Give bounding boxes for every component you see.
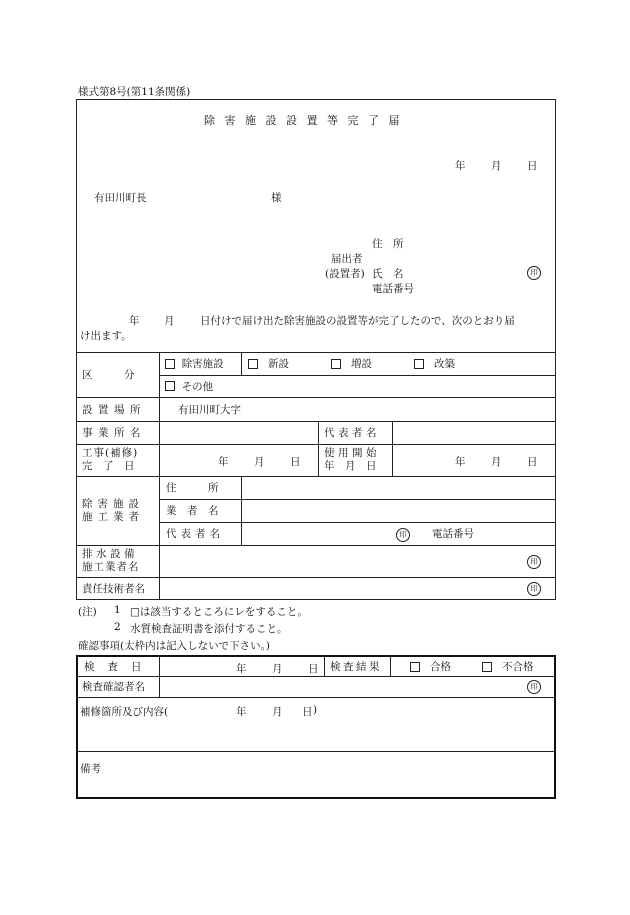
addressee-honorific: 様 — [271, 192, 282, 204]
submission-date-day[interactable]: 日 — [527, 160, 538, 172]
result-pass: 合格 — [410, 657, 451, 676]
repair-year: 年 — [236, 706, 247, 718]
contractor-address-label: 住 所 — [166, 482, 219, 494]
repair-month: 月 — [272, 706, 283, 718]
note-1-text: □は該当するところにレをすること。 — [130, 606, 308, 618]
applicant-address-label: 住 所 — [372, 238, 404, 250]
contractor-label: 除害施設 施工業者 — [82, 497, 144, 523]
pass-checkbox — [410, 662, 420, 672]
form-title: 除害施設設置等完了届 — [204, 114, 409, 127]
contractor-company-label: 業 者 名 — [166, 505, 219, 517]
note-2-num: 2 — [114, 621, 121, 633]
repair-label: 補修箇所及び内容( — [80, 706, 169, 718]
use-start-year[interactable]: 年 — [455, 456, 466, 468]
note-2-text: 水質検査証明書を添付すること。 — [130, 623, 288, 635]
use-start-label: 使用開始 年 月 日 — [324, 447, 380, 472]
body-text-line1: 日付けで届け出た除害施設の設置等が完了したので、次のとおり届 — [200, 315, 515, 327]
result-label: 検査結果 — [330, 661, 382, 673]
fail-checkbox — [482, 662, 492, 672]
applicant-name-label: 氏 名 — [372, 268, 404, 280]
use-start-month[interactable]: 月 — [491, 456, 502, 468]
inspection-month: 月 — [272, 663, 283, 675]
submission-date-month[interactable]: 月 — [491, 160, 502, 172]
notes-prefix: (注) — [78, 606, 97, 618]
repair-day: 日 — [302, 706, 313, 718]
expansion-checkbox[interactable] — [331, 359, 341, 369]
engineer-label: 責任技術者名 — [82, 583, 145, 595]
inspection-year: 年 — [236, 663, 247, 675]
option-expansion[interactable]: 増設 — [331, 352, 372, 375]
note-1-num: 1 — [114, 604, 121, 616]
result-fail: 不合格 — [482, 657, 534, 676]
applicant-notifier-label: 届出者 — [331, 253, 363, 265]
inspector-label: 検査確認者名 — [82, 681, 145, 693]
inspection-date-label: 検査日 — [84, 661, 155, 673]
drain-contractor-label: 排水設備 施工業者名 — [82, 548, 140, 573]
harm-facility-checkbox[interactable] — [165, 359, 175, 369]
renovation-checkbox[interactable] — [414, 359, 424, 369]
body-month: 月 — [164, 315, 175, 327]
completion-day[interactable]: 日 — [290, 456, 301, 468]
category-label: 区 分 — [82, 369, 135, 381]
option-harm-facility[interactable]: 除害施設 — [165, 352, 224, 375]
applicant-seal-icon: 印 — [527, 266, 541, 280]
contractor-phone-label: 電話番号 — [432, 528, 474, 540]
location-value[interactable]: 有田川町大字 — [178, 403, 241, 416]
option-other[interactable]: その他 — [165, 375, 213, 397]
addressee-name: 有田川町長 — [94, 192, 147, 204]
contractor-seal-icon: 印 — [396, 528, 410, 542]
applicant-installer-label: (設置者) — [325, 268, 365, 280]
remarks-label: 備考 — [80, 763, 101, 775]
use-start-day[interactable]: 日 — [527, 456, 538, 468]
form-outer-box — [76, 99, 556, 600]
completion-date-label: 工事(補修) 完 了 日 — [82, 447, 139, 472]
completion-year[interactable]: 年 — [218, 456, 229, 468]
body-text-line2: け出ます。 — [80, 330, 132, 342]
form-reference: 様式第8号(第11条関係) — [78, 86, 191, 98]
confirmation-heading: 確認事項(太枠内は記入しないで下さい。) — [78, 640, 270, 652]
body-year: 年 — [129, 315, 140, 327]
engineer-seal-icon: 印 — [527, 582, 541, 596]
inspector-seal-icon: 印 — [527, 680, 541, 694]
new-checkbox[interactable] — [248, 359, 258, 369]
contractor-rep-label: 代表者名 — [166, 528, 224, 540]
business-name-label: 事業所名 — [82, 427, 146, 439]
option-renovation[interactable]: 改築 — [414, 352, 455, 375]
inspection-day: 日 — [308, 663, 319, 675]
other-checkbox[interactable] — [165, 381, 175, 391]
completion-month[interactable]: 月 — [254, 456, 265, 468]
repair-close: ) — [313, 704, 318, 716]
applicant-phone-label: 電話番号 — [372, 283, 414, 295]
representative-label: 代表者名 — [324, 427, 380, 439]
option-new[interactable]: 新設 — [248, 352, 289, 375]
drain-seal-icon: 印 — [527, 555, 541, 569]
location-label: 設置場所 — [82, 403, 146, 416]
submission-date-year[interactable]: 年 — [455, 160, 466, 172]
